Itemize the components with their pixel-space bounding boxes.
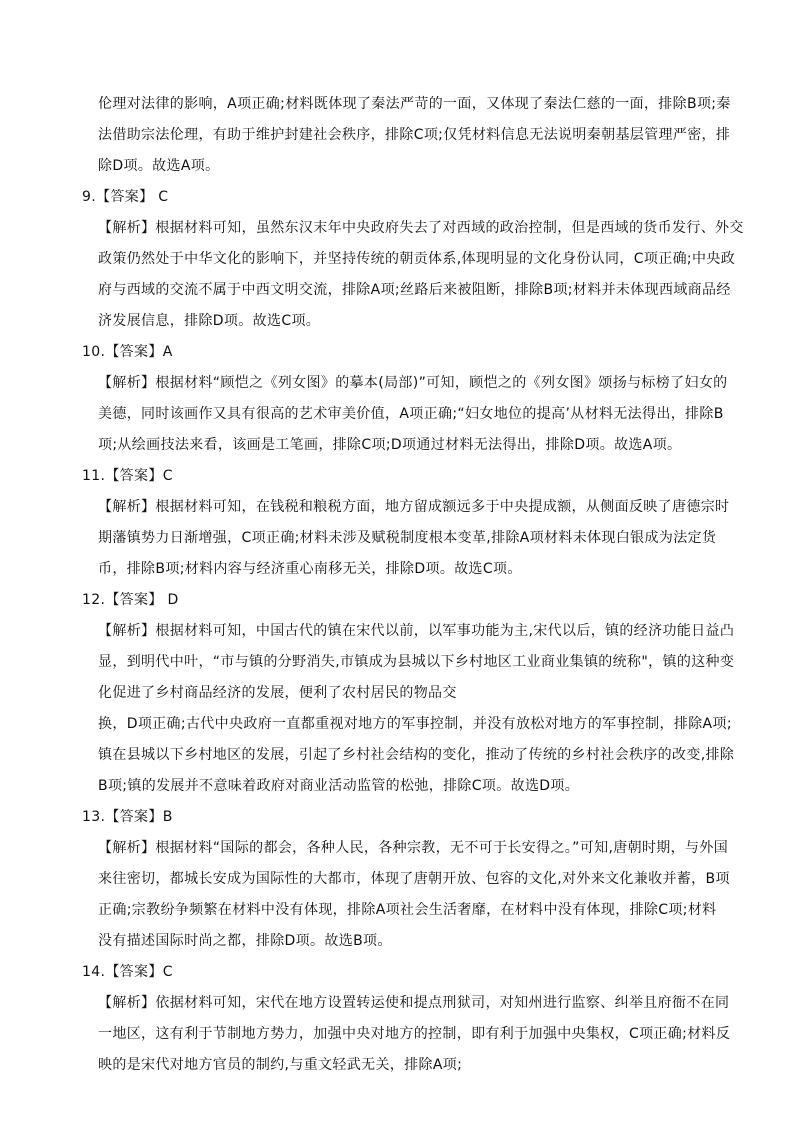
analysis-14-line: 映的是宋代对地方官员的制约,与重文轻武无关，排除A项; xyxy=(98,1057,463,1073)
analysis-10-line: 【解析】根据材料“顾恺之《列女图》的摹本(局部)”可知，顾恺之的《列女图》颂扬与标榜了妇女的 xyxy=(98,375,728,391)
analysis-12-line: 显，到明代中叶，“市与镇的分野消失,市镇成为县城以下乡村地区工业商业集镇的统称"，镇的这种变 xyxy=(98,654,735,670)
analysis-12-line: 【解析】根据材料可知，中国古代的镇在宋代以前，以军事功能为主,宋代以后，镇的经济功能日益凸 xyxy=(98,623,735,639)
intro-line: 伦理对法律的影响，A项正确;材料既体现了秦法严苛的一面，又体现了秦法仁慈的一面，排除B项;秦 xyxy=(98,96,731,112)
analysis-14-line: 【解析】依据材料可知，宋代在地方设置转运使和提点刑狱司，对知州进行监察、纠举且府衙不在同 xyxy=(98,995,730,1011)
analysis-12-line: 化促进了乡村商品经济的发展，便利了农村居民的物品交 xyxy=(98,685,457,701)
analysis-12-line: 换，D项正确;古代中央政府一直都重视对地方的军事控制，并没有放松对地方的军事控制，排除A项; xyxy=(98,716,732,732)
answer-11: 11.【答案】C xyxy=(82,468,173,484)
answer-9: 9.【答案】 C xyxy=(82,189,169,205)
analysis-11-line: 【解析】根据材料可知，在钱税和粮税方面，地方留成额远多于中央提成额，从侧面反映了唐德宗时 xyxy=(98,499,730,515)
analysis-10-line: 项;从绘画技法来看，该画是工笔画，排除C项;D项通过材料无法得出，排除D项。故选A项。 xyxy=(98,437,682,453)
analysis-11-line: 币，排除B项;材料内容与经济重心南移无关，排除D项。故选C项。 xyxy=(98,561,522,577)
analysis-9-line: 政策仍然处于中华文化的影响下，并坚持传统的朝贡体系,体现明显的文化身份认同，C项正确;中央政 xyxy=(98,251,736,267)
analysis-14-line: 一地区，这有利于节制地方势力，加强中央对地方的控制，即有利于加强中央集权，C项正确;材料反 xyxy=(98,1026,731,1042)
analysis-9-line: 【解析】根据材料可知，虽然东汉末年中央政府失去了对西域的政治控制，但是西域的货币发行、外交 xyxy=(98,220,744,236)
intro-line: 除D项。故选A项。 xyxy=(98,158,220,174)
analysis-10-line: 美德，同时该画作又具有很高的艺术审美价值，A项正确;“妇女地位的提高’从材料无法得出，排除B xyxy=(98,406,724,422)
analysis-13-line: 【解析】根据材料“国际的都会，各种人民，各种宗教，无不可于长安得之。”可知,唐朝时期，与外国 xyxy=(98,840,729,856)
analysis-9-line: 府与西域的交流不属于中西文明交流，排除A项;丝路后来被阻断，排除B项;材料并未体现西域商品经 xyxy=(98,282,731,298)
answer-14: 14.【答案】C xyxy=(82,964,173,980)
analysis-12-line: B项;镇的发展并不意味着政府对商业活动监管的松弛，排除C项。故选D项。 xyxy=(98,778,580,794)
analysis-13-line: 来往密切，都城长安成为国际性的大都市，体现了唐朝开放、包容的文化,对外来文化兼收并蓄，B项 xyxy=(98,871,730,887)
analysis-12-line: 镇在县城以下乡村地区的发展，引起了乡村社会结构的变化，推动了传统的乡村社会秩序的改变,排除 xyxy=(98,747,735,763)
analysis-11-line: 期藩镇势力日渐增强，C项正确;材料未涉及赋税制度根本变革,排除A项材料未体现白银成为法定货 xyxy=(98,530,717,546)
analysis-9-line: 济发展信息，排除D项。故选C项。 xyxy=(98,313,321,329)
answer-12: 12.【答案】 D xyxy=(82,592,179,608)
answer-10: 10.【答案】A xyxy=(82,344,173,360)
answer-13: 13.【答案】B xyxy=(82,809,173,825)
intro-line: 法借助宗法伦理，有助于维护封建社会秩序，排除C项;仅凭材料信息无法说明秦朝基层管理严密，排 xyxy=(98,127,731,143)
analysis-13-line: 正确;宗教纷争频繁在材料中没有体现，排除A项社会生活奢靡，在材料中没有体现，排除C项;材料 xyxy=(98,902,717,918)
analysis-13-line: 没有描述国际时尚之都，排除D项。故选B项。 xyxy=(98,933,392,949)
